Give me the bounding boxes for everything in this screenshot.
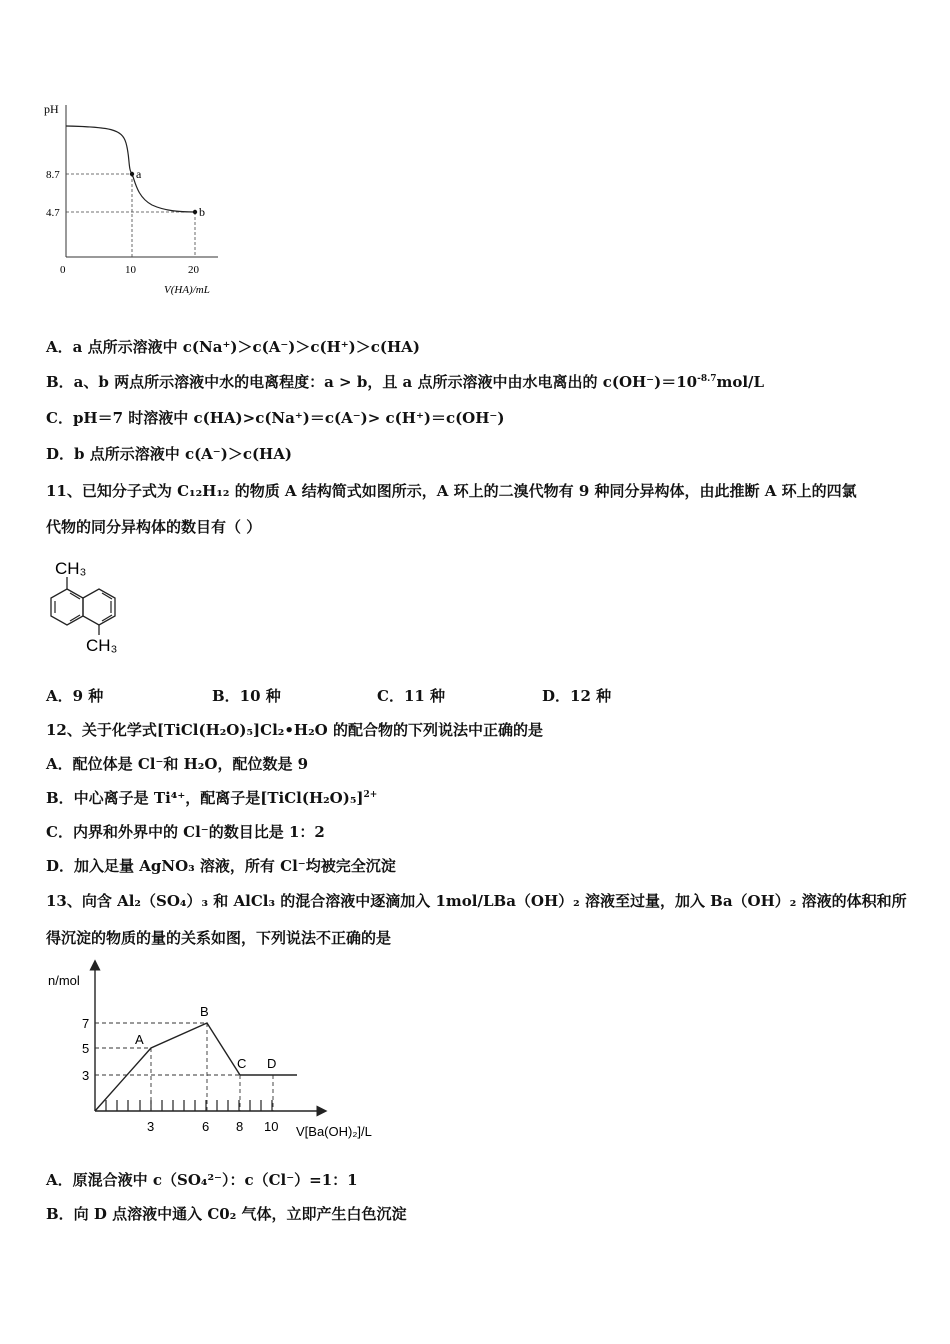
q12-option-a: A．配位体是 Cl⁻和 H₂O，配位数是 9 xyxy=(46,755,309,773)
x-tick-10: 10 xyxy=(264,1119,279,1134)
x-tick-8: 8 xyxy=(236,1119,244,1134)
q13-stem-line1: 13、向含 Al₂（SO₄）₃ 和 AlCl₃ 的混合溶液中逐滴加入 1mol/LBa（OH）₂ 溶液至过量，加入 Ba（OH）₂ 溶液的体积和所 xyxy=(46,892,907,910)
point-a-label: a xyxy=(136,167,142,181)
x-tick-20: 20 xyxy=(188,264,199,276)
q10-option-a: A．a 点所示溶液中 c(Na⁺)＞c(A⁻)＞c(H⁺)＞c(HA) xyxy=(46,338,420,356)
q12-option-c: C．内界和外界中的 Cl⁻的数目比是 1：2 xyxy=(46,823,325,841)
q13-option-b: B．向 D 点溶液中通入 C0₂ 气体，立即产生白色沉淀 xyxy=(46,1205,407,1223)
point-A-label: A xyxy=(135,1032,144,1047)
q12-option-b xyxy=(46,787,377,808)
q12-option-b-text: B．中心离子是 Ti⁴⁺，配离子是[TiCl(H₂O)₅] xyxy=(46,789,364,807)
q11-option-c: C．11 种 xyxy=(377,687,446,705)
point-b-marker xyxy=(193,210,197,214)
x-tick-3: 3 xyxy=(147,1119,155,1134)
y-tick-5: 5 xyxy=(82,1041,90,1056)
q12-option-d: D．加入足量 AgNO₃ 溶液，所有 Cl⁻均被完全沉淀 xyxy=(46,857,396,875)
methyl-bottom-label: CH₃ xyxy=(86,636,118,655)
q11-stem-line2: 代物的同分异构体的数目有（ ） xyxy=(46,518,262,536)
titration-curve xyxy=(66,126,195,212)
q10-option-b-text: B．a、b 两点所示溶液中水的电离程度：a > b，且 a 点所示溶液中由水电离出的 c(OH⁻)＝10 xyxy=(46,373,698,391)
q12-stem: 12、关于化学式[TiCl(H₂O)₅]Cl₂•H₂O 的配合物的下列说法中正确的是 xyxy=(46,721,543,739)
y-tick-8-7: 8.7 xyxy=(46,169,60,181)
q10-option-b-unit: mol/L xyxy=(716,373,765,391)
q10-option-b-exponent: -8.7 xyxy=(697,374,717,384)
q11-stem-line1: 11、已知分子式为 C₁₂H₁₂ 的物质 A 结构简式如图所示，A 环上的二溴代物有 9 种同分异构体，由此推断 A 环上的四氯 xyxy=(46,482,857,500)
q11-option-d: D．12 种 xyxy=(542,687,612,705)
x-axis-label: V(HA)/mL xyxy=(164,284,210,296)
q12-option-b-charge: 2+ xyxy=(363,790,378,800)
methyl-top-label: CH₃ xyxy=(55,559,87,578)
x-tick-10: 10 xyxy=(125,264,136,276)
x-tick-0: 0 xyxy=(60,264,66,276)
q11-option-b: B．10 种 xyxy=(212,687,281,705)
q10-option-c: C．pH＝7 时溶液中 c(HA)>c(Na⁺)＝c(A⁻)> c(H⁺)＝c(OH⁻) xyxy=(46,409,505,427)
dimethylnaphthalene-structure xyxy=(40,555,140,661)
point-B-label: B xyxy=(200,1004,209,1019)
q13-stem-line2: 得沉淀的物质的量的关系如图，下列说法不正确的是 xyxy=(46,929,392,947)
point-b-label: b xyxy=(199,205,205,219)
x-tick-6: 6 xyxy=(202,1119,210,1134)
point-D-label: D xyxy=(267,1056,277,1071)
point-a-marker xyxy=(130,172,134,176)
x-axis-label: V[Ba(OH)₂]/L xyxy=(296,1124,372,1139)
y-tick-4-7: 4.7 xyxy=(46,207,60,219)
y-tick-3: 3 xyxy=(82,1068,90,1083)
q10-option-b xyxy=(46,371,764,392)
q11-option-a: A．9 种 xyxy=(46,687,104,705)
point-C-label: C xyxy=(237,1056,247,1071)
precipitate-amount-chart xyxy=(40,955,400,1145)
ph-titration-chart xyxy=(40,95,250,305)
y-axis-label: n/mol xyxy=(48,973,80,988)
q13-option-a: A．原混合液中 c（SO₄²⁻）：c（Cl⁻）=1：1 xyxy=(46,1171,358,1189)
y-tick-7: 7 xyxy=(82,1016,90,1031)
y-axis-label: pH xyxy=(44,102,59,116)
q10-option-d: D．b 点所示溶液中 c(A⁻)＞c(HA) xyxy=(46,445,292,463)
